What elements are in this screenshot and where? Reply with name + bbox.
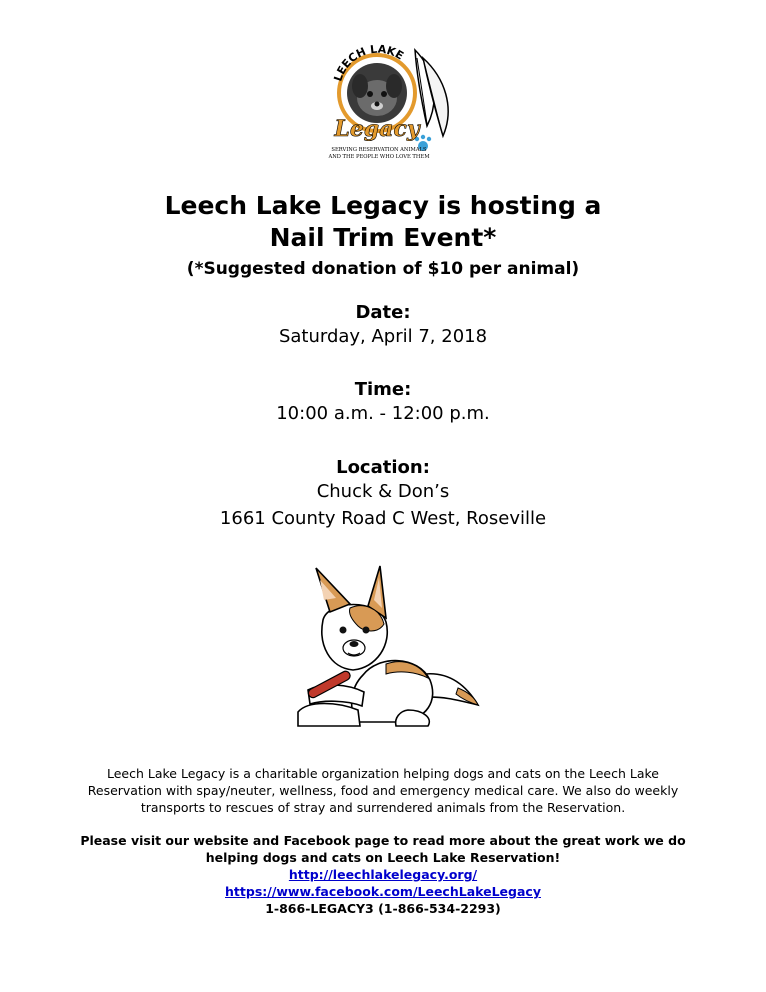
date-section xyxy=(0,302,766,350)
about-line-1: Leech Lake Legacy is a charitable organization helping dogs and cats on the Leech Lake xyxy=(106,766,659,781)
date-value: Saturday, April 7, 2018 xyxy=(278,326,488,347)
visit-line-1: Please visit our website and Facebook page to read more about the great work we do xyxy=(80,833,686,848)
logo-script-text: Legacy xyxy=(334,116,420,142)
location-section xyxy=(0,457,766,532)
cartoon-dog-icon xyxy=(268,560,498,745)
logo-arc-text: LEECH LAKE xyxy=(331,42,406,83)
location-name: Chuck & Don’s xyxy=(316,481,450,502)
phone-number: 1-866-LEGACY3 (1-866-534-2293) xyxy=(265,901,501,916)
logo-graphic xyxy=(305,38,465,168)
headline xyxy=(0,190,766,254)
contact-section xyxy=(0,832,766,917)
visit-line-2: helping dogs and cats on Leech Lake Reservation! xyxy=(205,850,561,865)
leech-lake-legacy-logo xyxy=(305,38,465,168)
about-line-2: Reservation with spay/neuter, wellness, food and emergency medical care. We also do weekly xyxy=(87,783,679,798)
headline-line-1: Leech Lake Legacy is hosting a xyxy=(164,191,602,220)
donation-note: (*Suggested donation of $10 per animal) xyxy=(186,259,580,279)
time-value: 10:00 a.m. - 12:00 p.m. xyxy=(276,403,490,424)
location-address: 1661 County Road C West, Roseville xyxy=(219,508,547,529)
about-paragraph xyxy=(0,765,766,816)
time-section xyxy=(0,379,766,427)
facebook-link[interactable]: https://www.facebook.com/LeechLakeLegacy xyxy=(225,884,541,899)
location-label: Location: xyxy=(336,457,430,478)
logo-tagline-1: SERVING RESERVATION ANIMALS xyxy=(331,147,427,153)
date-label: Date: xyxy=(355,302,411,323)
dog-illustration xyxy=(268,560,498,745)
about-line-3: transports to rescues of stray and surrendered animals from the Reservation. xyxy=(140,800,626,815)
logo-tagline-2: AND THE PEOPLE WHO LOVE THEM xyxy=(328,154,430,160)
headline-line-2: Nail Trim Event* xyxy=(269,223,497,252)
time-label: Time: xyxy=(354,379,412,400)
website-link[interactable]: http://leechlakelegacy.org/ xyxy=(288,867,478,882)
